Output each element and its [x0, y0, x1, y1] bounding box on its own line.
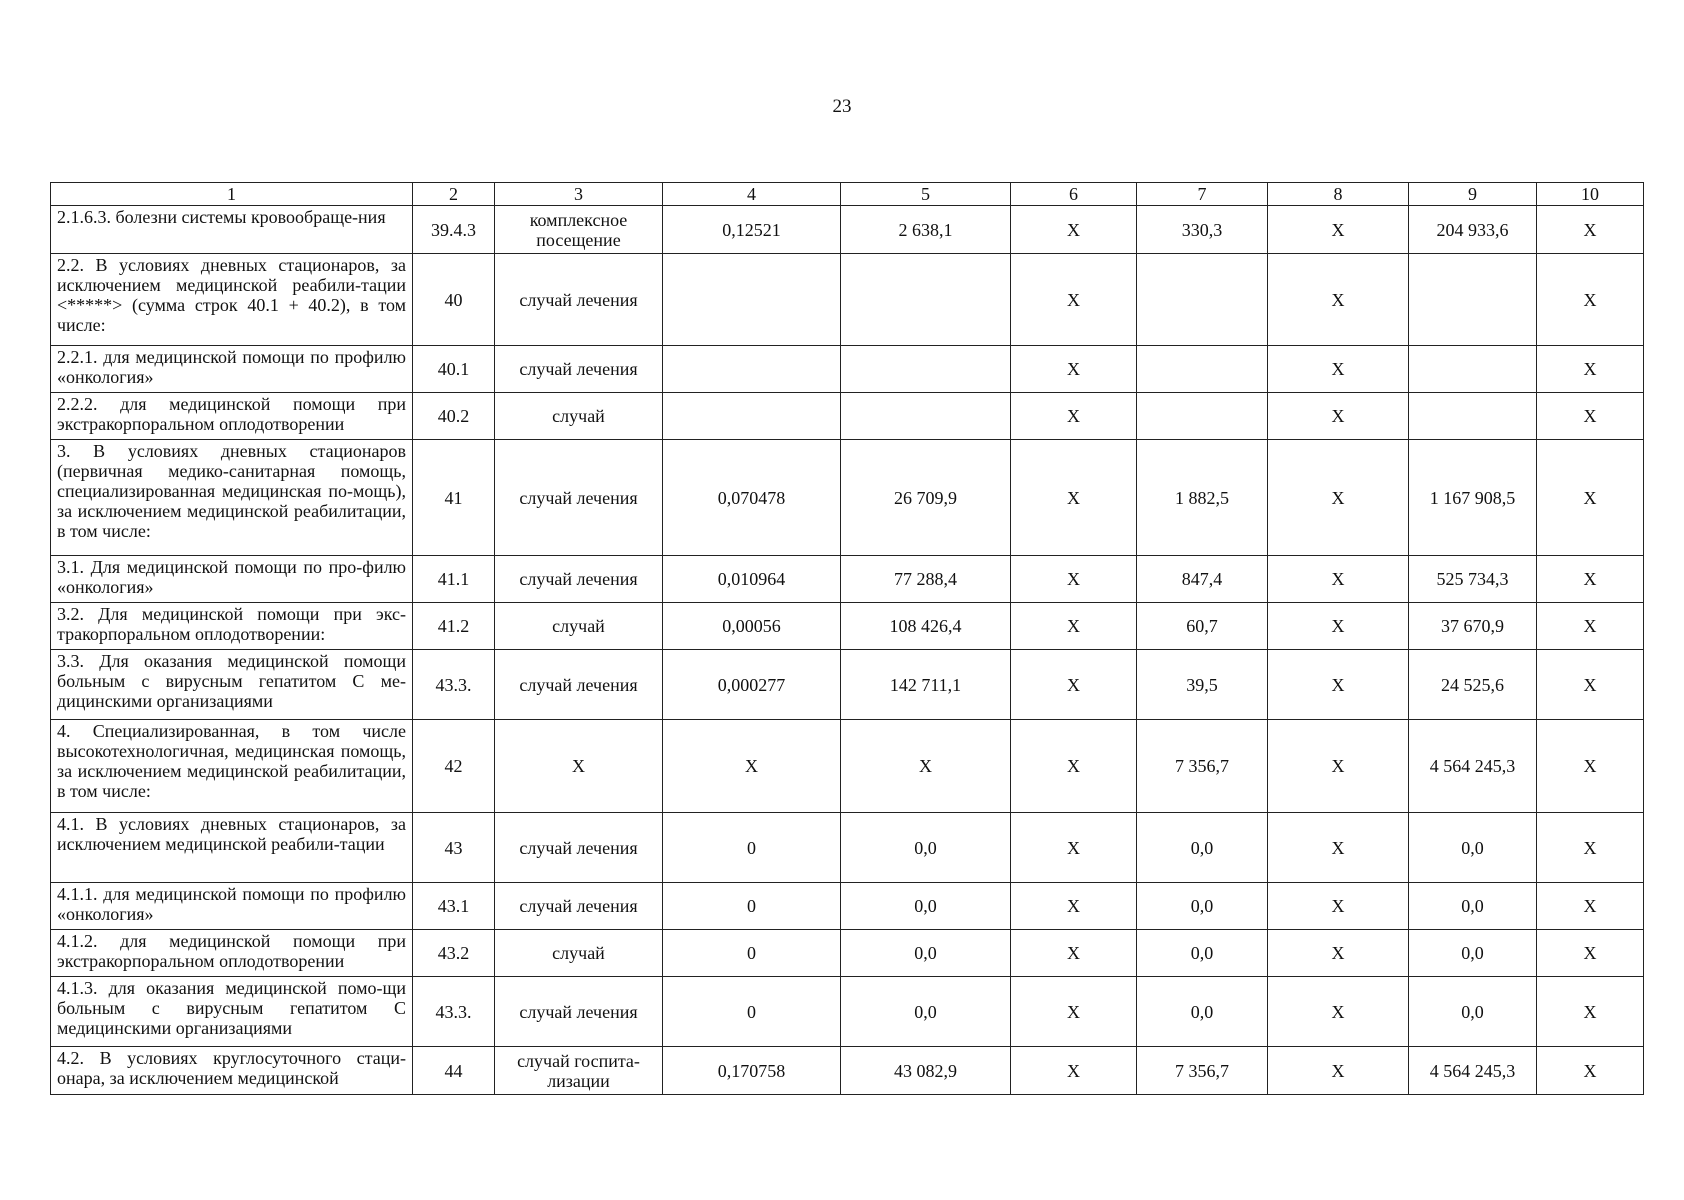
table-cell: 0,0: [1137, 813, 1268, 883]
row-code: 44: [413, 1047, 495, 1095]
table-cell: X: [1011, 603, 1137, 650]
table-cell: 0,170758: [663, 1047, 841, 1095]
table-cell: 77 288,4: [841, 556, 1011, 603]
table-cell: X: [1268, 603, 1409, 650]
row-unit: случай лечения: [495, 254, 663, 346]
table-cell: [663, 346, 841, 393]
table-cell: X: [1537, 720, 1644, 813]
row-code: 43.2: [413, 930, 495, 977]
table-cell: 0,0: [1409, 977, 1537, 1047]
table-cell: 108 426,4: [841, 603, 1011, 650]
table-cell: X: [1537, 813, 1644, 883]
table-cell: X: [1011, 556, 1137, 603]
row-code: 43.1: [413, 883, 495, 930]
row-description: 4.1. В условиях дневных стационаров, за исключением медицинской реабили-тации: [51, 813, 413, 883]
column-header: 8: [1268, 183, 1409, 206]
table-cell: 0,00056: [663, 603, 841, 650]
row-unit: случай: [495, 930, 663, 977]
table-row: [51, 393, 1644, 440]
table-cell: 1 882,5: [1137, 440, 1268, 556]
table-cell: 7 356,7: [1137, 1047, 1268, 1095]
table-cell: X: [1537, 650, 1644, 720]
row-code: 42: [413, 720, 495, 813]
row-code: 41.2: [413, 603, 495, 650]
row-description: 2.2. В условиях дневных стационаров, за исключением медицинской реабили-тации <*****> (сумма строк 40.1 + 40.2), в том числе:: [51, 254, 413, 346]
row-unit: случай лечения: [495, 977, 663, 1047]
table-cell: 0,0: [841, 813, 1011, 883]
table-cell: 0,0: [1137, 883, 1268, 930]
table-row: [51, 346, 1644, 393]
column-header: 6: [1011, 183, 1137, 206]
table-cell: X: [1537, 930, 1644, 977]
row-description: 4.1.1. для медицинской помощи по профилю «онкология»: [51, 883, 413, 930]
table-cell: 0,000277: [663, 650, 841, 720]
table-cell: X: [1268, 556, 1409, 603]
table-cell: X: [1537, 346, 1644, 393]
table-cell: 26 709,9: [841, 440, 1011, 556]
table-cell: X: [1268, 977, 1409, 1047]
table-cell: X: [1011, 346, 1137, 393]
table-cell: [1409, 254, 1537, 346]
table-row: [51, 603, 1644, 650]
row-code: 43: [413, 813, 495, 883]
table-row: [51, 650, 1644, 720]
table-cell: 1 167 908,5: [1409, 440, 1537, 556]
column-header: 3: [495, 183, 663, 206]
table-cell: 0,0: [1409, 930, 1537, 977]
table-cell: 0,0: [1409, 883, 1537, 930]
table-cell: 0: [663, 883, 841, 930]
row-unit: случай лечения: [495, 813, 663, 883]
table-cell: X: [1537, 883, 1644, 930]
row-code: 41.1: [413, 556, 495, 603]
table-cell: 0,0: [1137, 977, 1268, 1047]
table-cell: X: [1011, 206, 1137, 254]
table-cell: 4 564 245,3: [1409, 720, 1537, 813]
column-header: 1: [51, 183, 413, 206]
row-unit: случай лечения: [495, 346, 663, 393]
table-cell: 0,0: [841, 930, 1011, 977]
table-cell: 847,4: [1137, 556, 1268, 603]
table-row: [51, 254, 1644, 346]
column-header: 4: [663, 183, 841, 206]
table-cell: X: [1011, 440, 1137, 556]
row-description: 4. Специализированная, в том числе высокотехнологичная, медицинская помощь, за исключением медицинской реабилитации, в том числе:: [51, 720, 413, 813]
row-code: 40: [413, 254, 495, 346]
table-row: [51, 556, 1644, 603]
table-cell: X: [841, 720, 1011, 813]
table-cell: X: [1537, 440, 1644, 556]
table-cell: X: [1011, 930, 1137, 977]
table-cell: 0,0: [1409, 813, 1537, 883]
table-row: [51, 930, 1644, 977]
column-header: 5: [841, 183, 1011, 206]
table-cell: [663, 393, 841, 440]
table-cell: X: [1011, 393, 1137, 440]
row-description: 3.1. Для медицинской помощи по про-филю «онкология»: [51, 556, 413, 603]
table-row: [51, 440, 1644, 556]
row-unit: случай лечения: [495, 556, 663, 603]
row-code: 40.1: [413, 346, 495, 393]
table-cell: [1409, 346, 1537, 393]
table-cell: [1137, 254, 1268, 346]
table-cell: X: [1268, 720, 1409, 813]
table-cell: 0,0: [841, 883, 1011, 930]
row-code: 43.3.: [413, 650, 495, 720]
table-cell: X: [1011, 650, 1137, 720]
table-cell: 330,3: [1137, 206, 1268, 254]
table-cell: X: [1268, 650, 1409, 720]
table-cell: 0: [663, 813, 841, 883]
row-unit: случай: [495, 603, 663, 650]
table-cell: X: [1011, 1047, 1137, 1095]
column-header: 9: [1409, 183, 1537, 206]
table-cell: X: [1537, 603, 1644, 650]
table-cell: 24 525,6: [1409, 650, 1537, 720]
table-cell: [663, 254, 841, 346]
table-cell: 0,010964: [663, 556, 841, 603]
table-cell: 39,5: [1137, 650, 1268, 720]
table-cell: X: [1268, 346, 1409, 393]
table-cell: X: [1537, 254, 1644, 346]
table-cell: X: [1011, 720, 1137, 813]
table-row: [51, 883, 1644, 930]
table-cell: X: [663, 720, 841, 813]
row-unit: случай: [495, 393, 663, 440]
row-unit: случай лечения: [495, 440, 663, 556]
data-table: [50, 182, 1644, 1095]
table-cell: X: [1268, 440, 1409, 556]
column-header: 2: [413, 183, 495, 206]
row-description: 4.1.3. для оказания медицинской помо-щи больным с вирусным гепатитом С медицинскими организациями: [51, 977, 413, 1047]
row-code: 39.4.3: [413, 206, 495, 254]
table-header-row: [51, 183, 1644, 206]
table-cell: 37 670,9: [1409, 603, 1537, 650]
table-row: [51, 206, 1644, 254]
table-cell: X: [1268, 1047, 1409, 1095]
row-unit: случай лечения: [495, 650, 663, 720]
table-cell: 525 734,3: [1409, 556, 1537, 603]
row-unit: случай лечения: [495, 883, 663, 930]
row-unit: комплексное посещение: [495, 206, 663, 254]
table-cell: 4 564 245,3: [1409, 1047, 1537, 1095]
row-code: 43.3.: [413, 977, 495, 1047]
row-code: 40.2: [413, 393, 495, 440]
table-cell: X: [1011, 977, 1137, 1047]
table-cell: X: [1268, 930, 1409, 977]
table-cell: 204 933,6: [1409, 206, 1537, 254]
table-cell: X: [1537, 556, 1644, 603]
table-cell: 7 356,7: [1137, 720, 1268, 813]
table-cell: X: [1537, 977, 1644, 1047]
row-description: 2.2.1. для медицинской помощи по профилю «онкология»: [51, 346, 413, 393]
row-description: 3.2. Для медицинской помощи при экс-тракорпоральном оплодотворении:: [51, 603, 413, 650]
column-header: 7: [1137, 183, 1268, 206]
row-unit: случай госпита-лизации: [495, 1047, 663, 1095]
table-cell: 142 711,1: [841, 650, 1011, 720]
table-cell: [841, 393, 1011, 440]
table-row: [51, 1047, 1644, 1095]
table-row: [51, 720, 1644, 813]
table-cell: [841, 254, 1011, 346]
table-cell: X: [1011, 254, 1137, 346]
table-cell: X: [1011, 813, 1137, 883]
table-cell: X: [1537, 1047, 1644, 1095]
table-cell: X: [1268, 254, 1409, 346]
table-cell: 0,0: [1137, 930, 1268, 977]
row-description: 4.1.2. для медицинской помощи при экстракорпоральном оплодотворении: [51, 930, 413, 977]
table-cell: [841, 346, 1011, 393]
table-cell: [1137, 346, 1268, 393]
row-code: 41: [413, 440, 495, 556]
table-cell: 0,12521: [663, 206, 841, 254]
page-number: 23: [832, 96, 852, 117]
table-row: [51, 813, 1644, 883]
table-cell: X: [1011, 883, 1137, 930]
table-cell: 0: [663, 930, 841, 977]
row-description: 2.1.6.3. болезни системы кровообраще-ния: [51, 206, 413, 254]
table-cell: 0,070478: [663, 440, 841, 556]
row-description: 3.3. Для оказания медицинской помощи больным с вирусным гепатитом С ме-дицинскими организациями: [51, 650, 413, 720]
table-cell: 43 082,9: [841, 1047, 1011, 1095]
column-header: 10: [1537, 183, 1644, 206]
table-cell: X: [1268, 393, 1409, 440]
table-cell: 60,7: [1137, 603, 1268, 650]
row-description: 2.2.2. для медицинской помощи при экстракорпоральном оплодотворении: [51, 393, 413, 440]
table-cell: X: [1537, 206, 1644, 254]
table-cell: X: [1268, 883, 1409, 930]
row-description: 4.2. В условиях круглосуточного стаци-онара, за исключением медицинской: [51, 1047, 413, 1095]
table-cell: 0: [663, 977, 841, 1047]
table-cell: X: [1268, 813, 1409, 883]
row-description: 3. В условиях дневных стационаров (первичная медико-санитарная помощь, специализированная медицинская по-мощь), за исключением медицинской реабилитации, в том числе:: [51, 440, 413, 556]
table-cell: [1137, 393, 1268, 440]
table-cell: X: [1537, 393, 1644, 440]
table-cell: X: [1268, 206, 1409, 254]
table-row: [51, 977, 1644, 1047]
table-cell: 2 638,1: [841, 206, 1011, 254]
row-unit: X: [495, 720, 663, 813]
table-cell: 0,0: [841, 977, 1011, 1047]
table-cell: [1409, 393, 1537, 440]
